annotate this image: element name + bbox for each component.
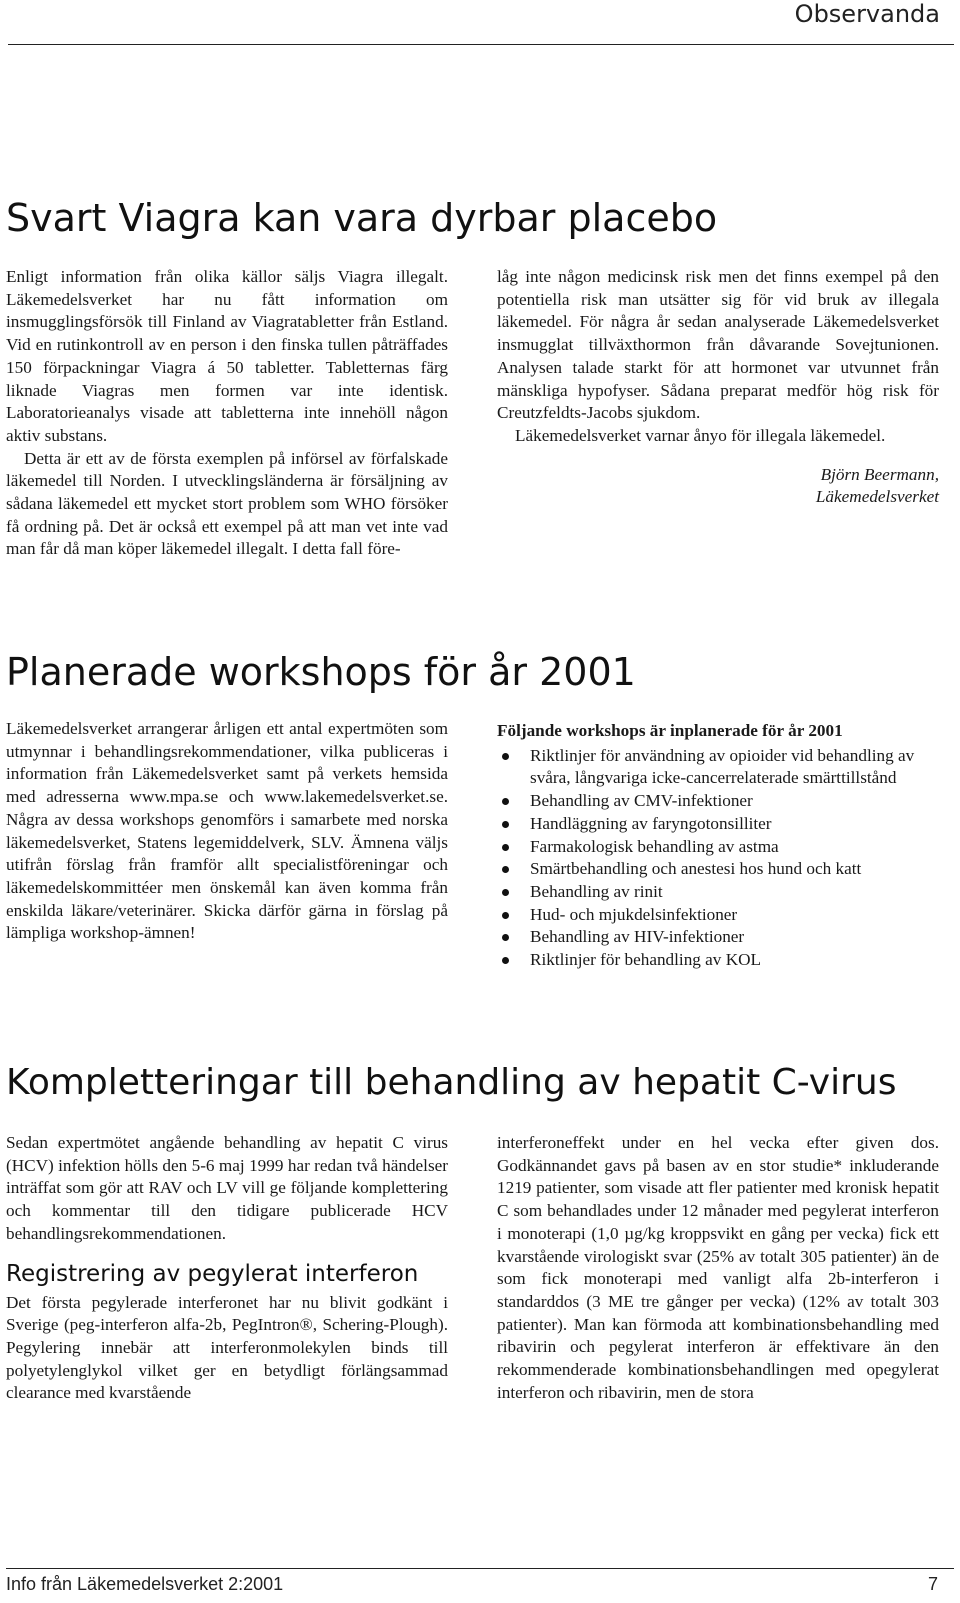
article-viagra-left-column [6,266,448,561]
workshop-list-item: Behandling av HIV-infektioner [497,926,939,949]
body-paragraph: Sedan expertmötet angående behandling av hepatit C virus (HCV) infektion hölls den 5-6 maj 1999 har redan två händelser inträffat som gör att RAV och LV vill ge följande komplettering och kommentar till den tidigare publicerade HCV behandlingsrekommendationen. [6,1133,448,1243]
workshop-list-item: Smärtbehandling och anestesi hos hund och katt [497,858,939,881]
author-organization: Läkemedelsverket [815,487,939,507]
running-header: Observanda [794,0,940,28]
article-workshops-right-column [497,720,939,972]
footer-publication: Info från Läkemedelsverket 2:2001 [6,1574,284,1594]
subsection-title: Registrering av pegylerat interferon [6,1260,419,1287]
workshop-list-item: Farmakologisk behandling av astma [497,836,939,859]
article-workshops-left-column [6,718,448,945]
article-hepatitis-right-column [497,1132,939,1404]
workshop-list-item: Riktlinjer för behandling av KOL [497,949,939,972]
page-number: 7 [927,1574,938,1594]
author-signature [497,464,939,509]
workshop-list-item: Behandling av rinit [497,881,939,904]
body-paragraph: Läkemedelsverket arrangerar årligen ett antal expertmöten som utmynnar i behandlingsrekommendationer, vilka publiceras i information från Läkemedelsverket samt på verkets hemsida med adresserna www.mpa.se och www.lakemedelsverket.se. Några av dessa workshops genomförs i samarbete med norska läkemedelsverket, Statens legemiddelverk, SLV. Ämnena väljs utifrån förslag från framför allt specialistföreningar och läkemedelskommittéer men önskemål kan även komma från enskilda läkare/veterinärer. Skicka därför gärna in förslag på lämpliga workshop-ämnen! [6,719,448,943]
workshop-list-heading: Följande workshops är inplanerade för år 2001 [497,721,843,740]
body-paragraph: interferoneffekt under en hel vecka efter given dos. Godkännandet gavs på basen av en stor studie* inkluderande 1219 patienter, som visade att fler patienter med kronisk hepatit C som behandlades under 12 månader med pegylerat interferon i monoterapi (1,0 µg/kg kroppsvikt en gång per vecka) fick ett kvarstående virologiskt svar (25% av totalt 305 patienter) än de som fick monoterapi med vanligt alfa 2b-interferon i standarddos (3 ME tre gånger per vecka) (12% av totalt 303 patienter). Man kan förmoda att kombinationsbehandling med ribavirin och pegylerat interferon är effektivare än den rekommenderade kombinationsbehandlingen med opegylerat interferon och ribavirin, men de stora [497,1133,939,1402]
article-title-hepatitis: Kompletteringar till behandling av hepatit C-virus [6,1062,897,1103]
body-paragraph: Enligt information från olika källor säljs Viagra illegalt. Läkemedelsverket har nu fått information om insmugglingsförsök till Finland av Viagratabletter från Estland. Vid en rutinkontroll av en person i den finska tullen påträffades 150 förpackningar Viagra á 50 tabletter. Tabletternas färg liknade Viagras men formen var inte identisk. Laboratorieanalys visade att tabletterna inte innehöll någon aktiv substans. [6,267,448,445]
article-viagra-right-column [497,266,939,509]
article-title-viagra: Svart Viagra kan vara dyrbar placebo [6,196,718,240]
body-paragraph: Läkemedelsverket varnar ånyo för illegala läkemedel. [515,425,886,445]
body-paragraph: Det första pegylerade interferonet har nu blivit godkänt i Sverige (peg-interferon alfa-2b, PegIntron®, Schering-Plough). Pegylering innebär att interferonmolekylen binds till polyetylenglykol vilket ger en betydligt förlängsammad clearance med kvarstående [6,1292,448,1403]
workshop-list-item: Behandling av CMV-infektioner [497,790,939,813]
workshop-list-item: Handläggning av faryngotonsilliter [497,813,939,836]
workshop-list [497,745,939,972]
footer-rule [6,1568,954,1569]
workshop-list-item: Hud- och mjukdelsinfektioner [497,904,939,927]
article-hepatitis-left-column [6,1132,448,1405]
author-name: Björn Beermann, [820,464,939,484]
workshop-list-item: Riktlinjer för användning av opioider vid behandling av svåra, långvariga icke-cancerrelaterade smärttillstånd [497,745,939,790]
body-paragraph: Detta är ett av de första exemplen på införsel av förfalskade läkemedel till Norden. I utvecklingsländerna är försäljning av sådana läkemedel ett mycket stort problem som WHO försöker få ordning på. Det är också ett exempel på att man vet inte vad man får då man köper läkemedel illegalt. I detta fall före- [6,448,448,559]
article-title-workshops: Planerade workshops för år 2001 [6,650,636,694]
body-paragraph: låg inte någon medicinsk risk men det finns exempel på den potentiella risk man utsätter sig för vid bruk av illegala läkemedel. För några år sedan analyserade Läkemedelsverket insmugglat tillväxthormon från dåvarande Sovejtunionen. Analysen talade starkt för att hormonet var utvunnet från mänskliga hypofyser. Sådana preparat medför hög risk för Creutzfeldts-Jacobs sjukdom. [497,267,939,423]
header-rule [8,44,954,45]
